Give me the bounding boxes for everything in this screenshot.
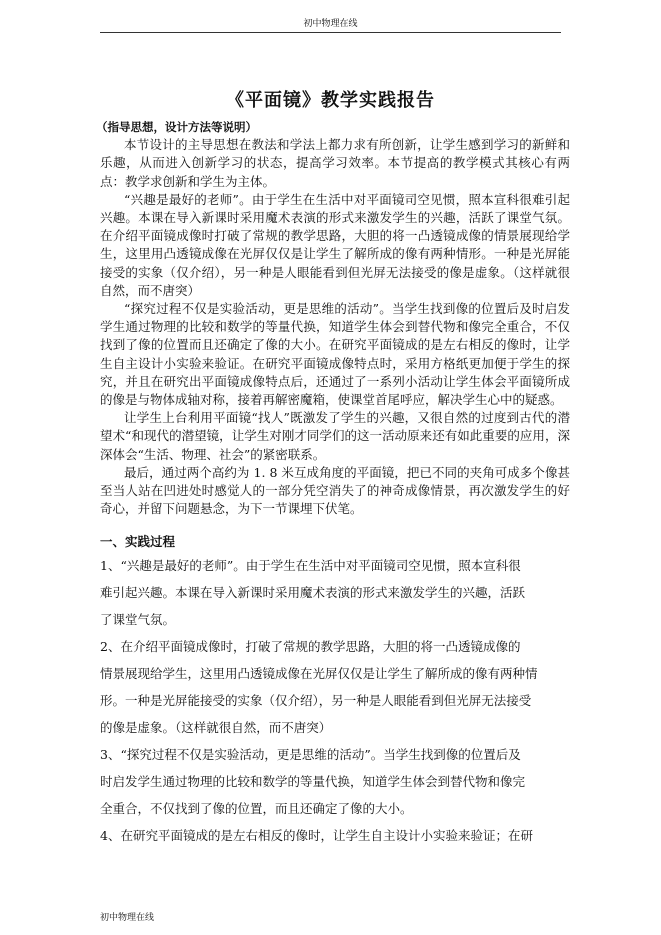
practice-line: 情景展现给学生，这里用凸透镜成像在光屏仅仅是让学生了解所成的像有两种情	[100, 666, 538, 681]
intro-paragraph-1: 本节设计的主导思想在教法和学法上都力求有所创新，让学生感到学习的新鲜和乐趣，从而进入创新学习的状态，提高学习效率。本节提高的教学模式其核心有两点：教学求创新和学生为主体。	[100, 137, 570, 189]
practice-line: 2、在介绍平面镜成像时，打破了常规的教学思路，大胆的将一凸透镜成像的	[100, 639, 521, 654]
practice-line: 的像是虚象。（这样就很自然，而不唐突）	[100, 720, 332, 735]
practice-line: 了课堂气氛。	[100, 612, 176, 627]
intro-paragraph-4: 让学生上台利用平面镜“找人”既激发了学生的兴趣，又很自然的过度到古代的潜望术“和现代的潜望镜，让学生对刚才同学们的这一活动原来还有如此重要的应用，深深体会“生活、物理、社会”的紧密联系。	[100, 410, 570, 462]
practice-line: 4、在研究平面镜成的是左右相反的像时，让学生自主设计小实验来验证；在研	[100, 828, 533, 843]
intro-paragraph-3: “探究过程不仅是实验活动，更是思维的活动”。当学生找到像的位置后及时启发学生通过物理的比较和数学的等量代换，知道学生体会到替代物和像完全重合，不仅找到了像的位置而且还确定了像的大小。在研究平面镜成的是左右相反的像时，让学生自主设计小实验来验证。在研究平面镜成像特点时，采用方格纸更加便于学生的探究，并且在研究出平面镜成像特点后，还通过了一系列小活动让学生体会平面镜所成的像是与物体成轴对称，接着再解密魔箱，使课堂首尾呼应，解决学生心中的疑惑。	[100, 301, 570, 408]
intro-label: （指导思想，设计方法等说明）	[96, 120, 257, 134]
document-title: 《平面镜》教学实践报告	[226, 90, 435, 111]
practice-line: 3、“探究过程不仅是实验活动，更是思维的活动”。当学生找到像的位置后及	[100, 747, 521, 762]
practice-line: 1、“兴趣是最好的老师”。由于学生在生活中对平面镜司空见惯，照本宣科很	[100, 558, 521, 573]
practice-section	[100, 552, 570, 849]
practice-line: 时启发学生通过物理的比较和数学的等量代换，知道学生体会到替代物和像完	[100, 774, 526, 789]
practice-section-title: 一、实践过程	[100, 534, 176, 549]
intro-paragraph-5: 最后，通过两个高约为 1. 8 米互成角度的平面镜，把已不同的夹角可成多个像甚至当人站在凹进处时感觉人的一部分凭空消失了的神奇成像情景，再次激发学生的好奇心，并留下问题悬念，为下一节课埋下伏笔。	[100, 464, 570, 517]
page-footer: 初中物理在线	[100, 913, 155, 923]
intro-paragraph-2: “兴趣是最好的老师”。由于学生在生活中对平面镜司空见惯，照本宣科很难引起兴趣。本课在导入新课时采用魔术表演的形式来激发学生的兴趣，活跃了课堂气氛。在介绍平面镜成像时打破了常规的教学思路，大胆的将一凸透镜成像的情景展现给学生，这里用凸透镜成像在光屏仅仅是让学生了解所成的像有两种情形。一种是光屏能接受的实象（仅介绍），另一种是人眼能看到但光屏无法接受的像是虚象。（这样就很自然，而不唐突）	[100, 191, 570, 298]
page-header: 初中物理在线	[100, 16, 561, 33]
practice-line: 形。一种是光屏能接受的实象（仅介绍），另一种是人眼能看到但光屏无法接受	[100, 693, 532, 708]
practice-line: 难引起兴趣。本课在导入新课时采用魔术表演的形式来激发学生的兴趣，活跃	[100, 585, 526, 600]
practice-line: 全重合，不仅找到了像的位置，而且还确定了像的大小。	[100, 801, 413, 816]
intro-section	[96, 118, 570, 518]
